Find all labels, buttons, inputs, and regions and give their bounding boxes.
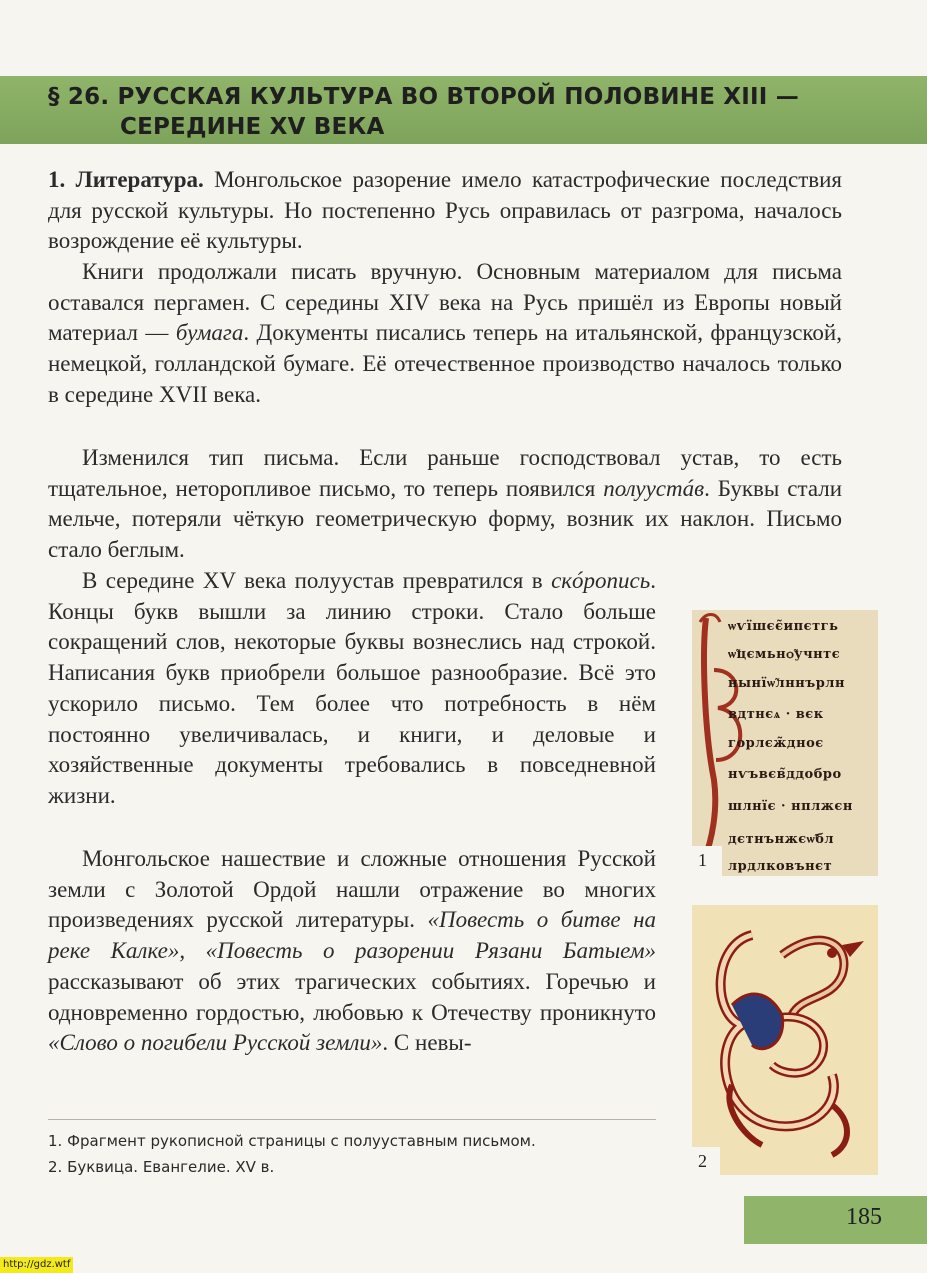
term-poluustav: полуустáв (603, 475, 705, 501)
manuscript-line: дєтнънжєѡ̃бл (728, 832, 835, 847)
section-title (48, 82, 908, 142)
paragraph-4-text-b: . Концы букв вышли за линию строки. Стало больше сокращений слов, некоторые буквы вознеслись над строкой. Написания букв приобрели большое разнообразие. Всё это ускорило письмо. Тем более что потребность в нём постоянно увеличивалась, и книги, и деловые и хозяйственные документы требовались в повседневной жизни. (48, 568, 656, 808)
watermark-link[interactable]: http://gdz.wtf (0, 1257, 73, 1273)
figure-2-number: 2 (698, 1151, 707, 1171)
caption-1: 1. Фрагмент рукописной страницы с полууставным письмом. (48, 1132, 536, 1150)
manuscript-line: вдтнєѧ · вєк (728, 707, 824, 722)
manuscript-line: ѡѵїшєє̃ипєтгь (728, 619, 839, 634)
work-title-slovo: «Слово о погибели Русской земли» (48, 1030, 383, 1056)
page-number-band (744, 1196, 927, 1244)
paragraph-4-text-a: В середине XV века полуустав превратился в (82, 568, 552, 593)
manuscript-line: лрдлковънєт (728, 859, 833, 874)
section-title-line-1: § 26. РУССКАЯ КУЛЬТУРА ВО ВТОРОЙ ПОЛОВИНЕ XIII — (48, 84, 799, 110)
term-bumaga: бумага (175, 320, 244, 346)
page-number: 185 (846, 1204, 882, 1230)
figure-captions (48, 1128, 668, 1180)
manuscript-line: горлєж̃дноє (728, 736, 824, 751)
figure-1-number: 1 (698, 850, 707, 870)
manuscript-line: ѡ̃цємьнѻ̃учнтє (728, 647, 841, 662)
paragraph-1-text: Монгольское разорение имело катастрофические последствия для русской культуры. Но постепенно Русь оправилась от разгрома, началось возрождение её культуры. (48, 167, 842, 254)
manuscript-line: шлнїє · нплжєн (728, 799, 853, 814)
ornate-initial-letter-icon (692, 905, 878, 1175)
section-title-line-2: СЕРЕДИНЕ XV ВЕКА (120, 114, 385, 140)
paragraph-2-text-a: Книги продолжали писать вручную. Основным материалом для письма оставался пергамен. С середины XIV века на Русь пришёл из Европы новый материал — (48, 259, 842, 346)
paragraph-5 (48, 844, 656, 1059)
caption-2: 2. Буквица. Евангелие. XV в. (48, 1158, 275, 1176)
paragraph-1 (48, 165, 842, 257)
ornamental-initial-figure (692, 905, 878, 1175)
paragraph-3 (48, 443, 842, 566)
work-title-povesti: «Повесть о битве на реке Калке», «Повесть о разорении Рязани Батыем» (48, 907, 656, 964)
paragraph-5-text-a: Монгольское нашествие и сложные отношения Русской земли с Золотой Ордой нашли отражение во многих произведениях русской литературы. (48, 846, 656, 933)
manuscript-line: нѵъвєв̃ддобро (728, 767, 842, 782)
paragraph-5-text-c: . С невы- (382, 1030, 472, 1056)
term-skoropis: скóропись (551, 568, 651, 593)
paragraph-5-text-b: рассказывают об этих трагических событиях. Горечью и одновременно гордостью, любовью к Отечеству проникнуто (48, 968, 656, 1025)
footnote-divider (48, 1119, 656, 1120)
paragraph-2-text-b: . Документы писались теперь на итальянской, французской, немецкой, голландской бумаге. Её отечественное производство началось только в середине XVII века. (48, 320, 842, 407)
manuscript-line: нынїѡ̃лннърлн (728, 676, 845, 691)
paragraph-4 (48, 566, 656, 812)
manuscript-fragment-figure (692, 610, 878, 876)
paragraph-3-text-b: . Буквы стали мельче, потеряли чёткую геометрическую форму, возник их наклон. Письмо стало беглым. (48, 475, 843, 563)
subsection-heading: 1. Литература. (48, 167, 204, 192)
paragraph-2 (48, 257, 842, 411)
paragraph-3-text-a: Изменился тип письма. Если раньше господствовал устав, то есть тщательное, неторопливое письмо, то теперь появился (48, 445, 842, 501)
